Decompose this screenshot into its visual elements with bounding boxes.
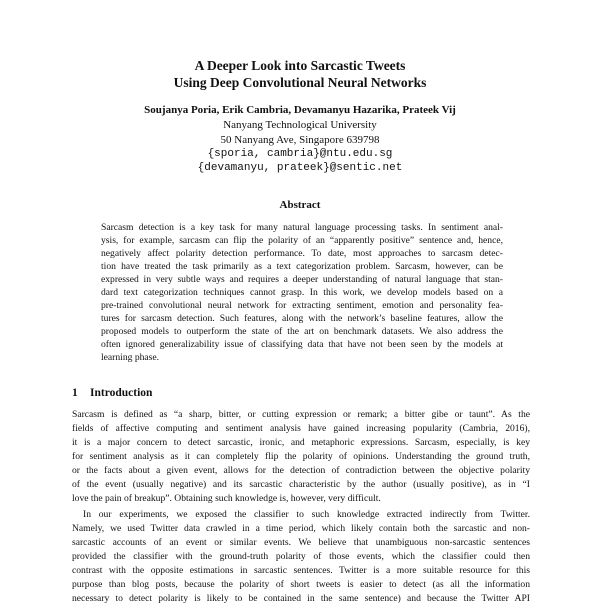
body-line: Namely, we used Twitter data crawled in a time period, which likely contain both the sarcastic and non- <box>72 523 530 534</box>
abstract-line: learning phase. <box>101 352 160 363</box>
body-line: necessary to detect polarity is likely to be contained in the same sentence) and because the Twitter API <box>72 593 530 604</box>
abstract-line: ysis, for example, sarcasm can flip the polarity of an “apparently positive” sentence and, hence, <box>101 235 503 246</box>
body-line: Sarcasm is defined as “a sharp, bitter, or cutting expression or remark; a bitter gibe or taunt”. As the <box>72 409 530 420</box>
affiliation: Nanyang Technological University <box>223 119 377 131</box>
body-line: contrast with the opposite estimations in sarcastic sentences. Twitter is a more suitable resource for this <box>72 565 530 576</box>
section-title: Introduction <box>90 387 153 399</box>
body-line: of the event (usually negative) and its sarcastic characteristic by the author (usually positive), as in “I <box>72 479 530 490</box>
paper-title-line-1: A Deeper Look into Sarcastic Tweets <box>194 58 406 73</box>
abstract-line: expressed in very subtle ways and requires a deeper understanding of natural language that stan- <box>101 274 503 285</box>
body-line: provided the classifier with the ground-truth polarity of those events, which the classifier could then <box>72 551 530 562</box>
email-line-1: {sporia, cambria}@ntu.edu.sg <box>207 148 393 160</box>
author-list: Soujanya Poria, Erik Cambria, Devamanyu Hazarika, Prateek Vij <box>144 104 456 116</box>
body-line: love the pain of breakup”. Obtaining such knowledge is, however, very difficult. <box>72 493 381 504</box>
abstract-line: often ignored generalizability issue of classifying data that have not been seen by the models at <box>101 339 503 350</box>
abstract-line: tures for sarcasm detection. Such features, along with the network’s baseline features, allow the <box>101 313 503 324</box>
body-line: In our experiments, we exposed the classifier to such knowledge extracted indirectly from Twitter. <box>83 509 530 520</box>
email-line-2: {devamanyu, prateek}@sentic.net <box>197 162 403 174</box>
abstract-heading: Abstract <box>279 199 321 211</box>
body-line: fields of affective computing and sentiment analysis have gained increasing popularity (Cambria, 2016), <box>72 423 530 434</box>
abstract-line: pre-trained convolutional neural network for extracting sentiment, emotion and personality fea- <box>101 300 503 311</box>
abstract-line: dard text categorization techniques cannot grasp. In this work, we develop models based on a <box>101 287 503 298</box>
body-line: sarcastic accounts of an event or similar events. We believe that unambiguous non-sarcastic sentences <box>72 537 530 548</box>
abstract-line: tion have treated the task primarily as a text categorization problem. Sarcasm, however, can be <box>101 261 503 272</box>
body-line: for sentiment analysis as it can completely flip the polarity of opinions. Understanding the ground truth, <box>72 451 530 462</box>
abstract-line: negatively affect polarity detection performance. To date, most approaches to sarcasm detec- <box>101 248 503 259</box>
address: 50 Nanyang Ave, Singapore 639798 <box>220 134 380 146</box>
abstract-line: proposed models to outperform the state of the art on benchmark datasets. We also address the <box>101 326 503 337</box>
abstract-line: Sarcasm detection is a key task for many natural language processing tasks. In sentiment anal- <box>101 222 503 233</box>
body-line: purpose than blog posts, because the polarity of short tweets is easier to detect (as all the information <box>72 579 530 590</box>
section-heading-introduction <box>72 386 152 401</box>
body-line: it is a major concern to detect sarcastic, ironic, and metaphoric expressions. Sarcasm, especially, is key <box>72 437 530 448</box>
paper-title-line-2: Using Deep Convolutional Neural Networks <box>173 75 427 90</box>
section-number: 1 <box>72 387 78 399</box>
body-line: or the facts about a given event, allows for the detection of contradiction between the objective polarity <box>72 465 530 476</box>
